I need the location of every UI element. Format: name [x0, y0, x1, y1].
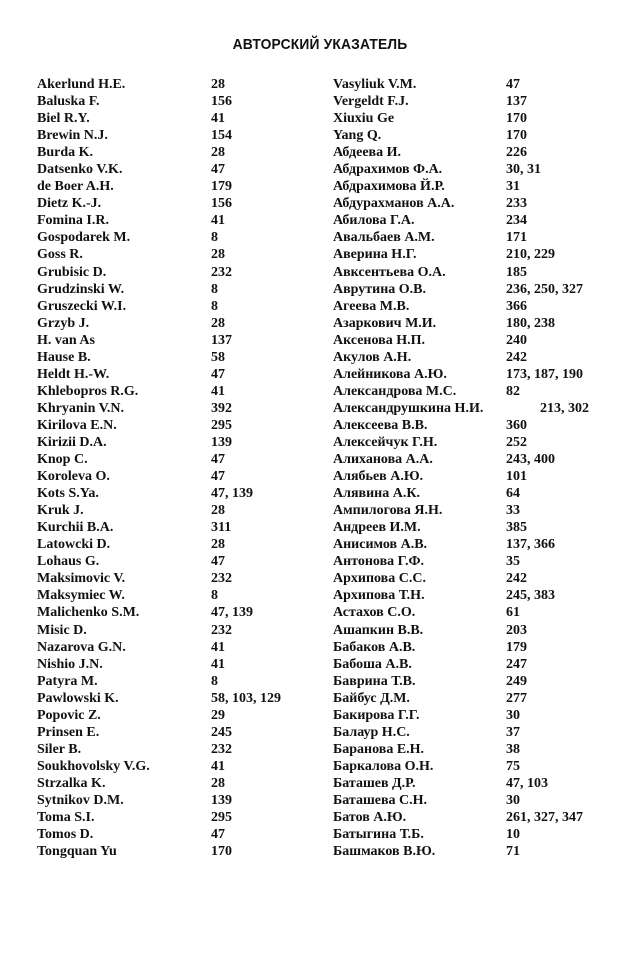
- page-numbers: 171: [506, 230, 527, 246]
- page-numbers: 28: [211, 775, 225, 791]
- index-entry: [37, 246, 327, 263]
- index-entry: [37, 792, 327, 809]
- page-numbers: 58: [211, 349, 225, 365]
- author-name: Maksymiec W.: [37, 588, 125, 604]
- page-numbers: 170: [506, 128, 527, 144]
- author-name: Vasyliuk V.M.: [333, 77, 417, 92]
- page-numbers: 61: [506, 605, 520, 621]
- page-numbers: 173, 187, 190: [506, 366, 583, 382]
- author-name: Gruszecki W.I.: [37, 298, 127, 314]
- author-name: Biel R.Y.: [37, 111, 90, 127]
- page-numbers: 139: [211, 792, 232, 808]
- index-entry: [37, 93, 327, 110]
- page-numbers: 366: [506, 298, 527, 314]
- page-numbers: 28: [211, 247, 225, 263]
- author-name: Балаур Н.С.: [333, 724, 410, 740]
- page-numbers: 232: [211, 622, 232, 638]
- index-entry: [37, 673, 327, 690]
- author-name: Hause B.: [37, 349, 91, 365]
- page-numbers: 33: [506, 503, 520, 519]
- page-numbers: 29: [211, 707, 225, 723]
- author-name: Ашапкин В.В.: [333, 622, 424, 638]
- page-numbers: 179: [211, 179, 232, 195]
- page-numbers: 234: [506, 213, 527, 229]
- author-name: Maksimovic V.: [37, 571, 126, 587]
- index-entry: [333, 349, 633, 366]
- author-name: Khryanin V.N.: [37, 400, 125, 416]
- page-numbers: 137, 366: [506, 537, 555, 553]
- page-numbers: 213, 302: [540, 400, 589, 416]
- author-name: Grubisic D.: [37, 264, 107, 280]
- page-numbers: 31: [506, 179, 520, 195]
- index-entry: [37, 468, 327, 485]
- index-entry: [37, 502, 327, 519]
- author-name: Архипова С.С.: [333, 571, 426, 587]
- author-name: Архипова Т.Н.: [333, 588, 425, 604]
- page-numbers: 35: [506, 554, 520, 570]
- author-name: Koroleva O.: [37, 469, 110, 485]
- page-numbers: 47: [211, 162, 225, 178]
- index-entry: [333, 332, 633, 349]
- author-name: Баранова Е.Н.: [333, 741, 425, 757]
- page-numbers: 236, 250, 327: [506, 281, 583, 297]
- page-numbers: 295: [211, 417, 232, 433]
- author-name: Xiuxiu Ge: [333, 111, 395, 127]
- author-name: Kurchii B.A.: [37, 520, 114, 536]
- page-numbers: 311: [211, 520, 232, 536]
- page-numbers: 295: [211, 810, 232, 826]
- page-numbers: 41: [211, 758, 225, 774]
- index-entry: [333, 195, 633, 212]
- author-name: Knop C.: [37, 452, 88, 468]
- author-name: Аверина Н.Г.: [333, 247, 417, 263]
- author-name: Dietz K.-J.: [37, 196, 102, 212]
- author-name: Бакирова Г.Г.: [333, 707, 420, 723]
- author-name: Yang Q.: [333, 128, 382, 144]
- index-entry: [333, 246, 633, 263]
- page-numbers: 179: [506, 639, 527, 655]
- page-numbers: 64: [506, 486, 520, 502]
- index-entry: [37, 826, 327, 843]
- index-entry: [37, 485, 327, 502]
- page-numbers: 47: [211, 366, 225, 382]
- page-numbers: 245: [211, 724, 232, 740]
- page-numbers: 41: [211, 213, 225, 229]
- page-numbers: 10: [506, 827, 520, 843]
- page-numbers: 156: [211, 196, 232, 212]
- author-name: Patyra M.: [37, 673, 98, 689]
- index-entry: [333, 315, 633, 332]
- author-name: Khlebopros R.G.: [37, 383, 139, 399]
- author-name: Алябьев А.Ю.: [333, 469, 424, 485]
- index-entry: [37, 400, 327, 417]
- index-entry: [333, 76, 633, 93]
- index-entry: [333, 212, 633, 229]
- index-entry: [333, 161, 633, 178]
- author-name: Абдрахимова Й.Р.: [333, 179, 445, 195]
- author-name: Fomina I.R.: [37, 213, 109, 229]
- page-numbers: 75: [506, 758, 520, 774]
- index-entry: [333, 417, 633, 434]
- author-name: Авальбаев А.М.: [333, 230, 435, 246]
- author-name: Prinsen E.: [37, 724, 100, 740]
- index-entry: [37, 639, 327, 656]
- page-numbers: 47: [211, 554, 225, 570]
- author-name: Азаркович М.И.: [333, 315, 437, 331]
- index-entry: [37, 110, 327, 127]
- author-name: Баташев Д.Р.: [333, 775, 416, 791]
- page-numbers: 261, 327, 347: [506, 810, 583, 826]
- index-entry: [333, 639, 633, 656]
- page-numbers: 8: [211, 588, 218, 604]
- author-name: Siler B.: [37, 741, 82, 757]
- author-name: Toma S.I.: [37, 810, 95, 826]
- index-entry: [37, 536, 327, 553]
- author-name: Акулов А.Н.: [333, 349, 412, 365]
- page-numbers: 47, 103: [506, 775, 548, 791]
- index-entry: [333, 298, 633, 315]
- page-numbers: 170: [211, 844, 232, 860]
- author-name: Алейникова А.Ю.: [333, 366, 447, 382]
- page-numbers: 82: [506, 383, 520, 399]
- author-name: Ампилогова Я.Н.: [333, 503, 443, 519]
- author-name: Sytnikov D.M.: [37, 792, 124, 808]
- index-entry: [333, 826, 633, 843]
- author-name: Kirilova E.N.: [37, 417, 117, 433]
- index-entry: [333, 775, 633, 792]
- page-numbers: 30: [506, 792, 520, 808]
- page-numbers: 242: [506, 571, 527, 587]
- index-entry: [333, 724, 633, 741]
- author-name: Абилова Г.А.: [333, 213, 415, 229]
- index-entry: [37, 349, 327, 366]
- author-name: Burda K.: [37, 145, 94, 161]
- author-name: Антонова Г.Ф.: [333, 554, 424, 570]
- author-name: Kruk J.: [37, 503, 84, 519]
- page-numbers: 41: [211, 639, 225, 655]
- index-entry: [37, 332, 327, 349]
- page-numbers: 41: [211, 383, 225, 399]
- author-name: Brewin N.J.: [37, 128, 108, 144]
- author-name: Vergeldt F.J.: [333, 94, 409, 110]
- index-entry: [37, 178, 327, 195]
- author-name: Goss R.: [37, 247, 83, 263]
- index-entry: [333, 144, 633, 161]
- index-entry: [333, 758, 633, 775]
- author-name: Абдеева И.: [333, 145, 402, 161]
- page-numbers: 71: [506, 844, 520, 860]
- page-numbers: 203: [506, 622, 527, 638]
- index-entry: [37, 519, 327, 536]
- author-name: Misic D.: [37, 622, 87, 638]
- index-entry: [37, 76, 327, 93]
- index-entry: [37, 775, 327, 792]
- page-numbers: 154: [211, 128, 232, 144]
- index-entry: [333, 127, 633, 144]
- page-numbers: 232: [211, 741, 232, 757]
- page-numbers: 252: [506, 434, 527, 450]
- page-numbers: 277: [506, 690, 527, 706]
- author-name: Gospodarek M.: [37, 230, 131, 246]
- index-entry: [37, 434, 327, 451]
- author-name: Popovic Z.: [37, 707, 101, 723]
- index-entry: [333, 400, 633, 417]
- page-numbers: 8: [211, 281, 218, 297]
- index-entry: [333, 570, 633, 587]
- page-numbers: 243, 400: [506, 452, 555, 468]
- author-name: Алексеева В.В.: [333, 417, 428, 433]
- index-entry: [333, 434, 633, 451]
- page-numbers: 137: [506, 94, 527, 110]
- index-entry: [333, 622, 633, 639]
- author-name: Аксенова Н.П.: [333, 332, 425, 348]
- index-entry: [37, 264, 327, 281]
- author-name: Kirizii D.A.: [37, 434, 107, 450]
- page-numbers: 249: [506, 673, 527, 689]
- index-entry: [333, 485, 633, 502]
- index-entry: [333, 451, 633, 468]
- author-name: Баташева С.Н.: [333, 792, 428, 808]
- page-numbers: 47, 139: [211, 605, 253, 621]
- index-entry: [37, 281, 327, 298]
- page-numbers: 156: [211, 94, 232, 110]
- author-name: Kots S.Ya.: [37, 486, 99, 502]
- page-numbers: 28: [211, 145, 225, 161]
- index-entry: [333, 604, 633, 621]
- index-entry: [37, 127, 327, 144]
- index-entry: [37, 195, 327, 212]
- page-numbers: 233: [506, 196, 527, 212]
- index-entry: [333, 229, 633, 246]
- page-numbers: 226: [506, 145, 527, 161]
- author-name: Malichenko S.M.: [37, 605, 140, 621]
- page-numbers: 170: [506, 111, 527, 127]
- index-entry: [37, 587, 327, 604]
- author-name: Strzalka K.: [37, 775, 106, 791]
- page-numbers: 360: [506, 417, 527, 433]
- page-numbers: 232: [211, 571, 232, 587]
- index-entry: [37, 161, 327, 178]
- page-numbers: 210, 229: [506, 247, 555, 263]
- author-name: Анисимов А.В.: [333, 537, 428, 553]
- author-name: Nishio J.N.: [37, 656, 103, 672]
- author-name: Баркалова О.Н.: [333, 758, 434, 774]
- page-numbers: 47: [211, 469, 225, 485]
- index-entry: [37, 622, 327, 639]
- right-index-column: [333, 76, 633, 860]
- index-entry: [37, 553, 327, 570]
- author-name: Akerlund H.E.: [37, 77, 126, 92]
- index-entry: [37, 298, 327, 315]
- author-name: Александрова М.С.: [333, 383, 457, 399]
- author-name: Алявина А.К.: [333, 486, 420, 502]
- index-entry: [333, 690, 633, 707]
- author-name: Бабаков А.В.: [333, 639, 416, 655]
- author-name: Heldt H.-W.: [37, 366, 110, 382]
- author-name: Grudzinski W.: [37, 281, 125, 297]
- page-numbers: 30, 31: [506, 162, 541, 178]
- index-entry: [333, 468, 633, 485]
- page-numbers: 8: [211, 298, 218, 314]
- page-numbers: 58, 103, 129: [211, 690, 281, 706]
- author-name: Абдурахманов А.А.: [333, 196, 455, 212]
- author-name: Андреев И.М.: [333, 520, 421, 536]
- index-entry: [37, 741, 327, 758]
- index-entry: [37, 809, 327, 826]
- author-name: Башмаков В.Ю.: [333, 844, 436, 860]
- page-numbers: 8: [211, 673, 218, 689]
- index-entry: [333, 656, 633, 673]
- page-numbers: 28: [211, 315, 225, 331]
- index-entry: [333, 553, 633, 570]
- page-numbers: 28: [211, 503, 225, 519]
- author-name: Александрушкина Н.И.: [333, 400, 484, 416]
- index-entry: [333, 178, 633, 195]
- page-numbers: 8: [211, 230, 218, 246]
- author-name: Алиханова А.А.: [333, 452, 433, 468]
- page-numbers: 247: [506, 656, 527, 672]
- index-entry: [37, 758, 327, 775]
- page-numbers: 47, 139: [211, 486, 253, 502]
- page-numbers: 245, 383: [506, 588, 555, 604]
- index-entry: [37, 366, 327, 383]
- index-entry: [333, 264, 633, 281]
- author-name: Алексейчук Г.Н.: [333, 434, 438, 450]
- author-name: de Boer A.H.: [37, 179, 114, 195]
- page-numbers: 385: [506, 520, 527, 536]
- page-numbers: 180, 238: [506, 315, 555, 331]
- index-entry: [333, 809, 633, 826]
- index-entry: [37, 656, 327, 673]
- author-name: Nazarova G.N.: [37, 639, 126, 655]
- page-numbers: 392: [211, 400, 232, 416]
- author-name: Lohaus G.: [37, 554, 100, 570]
- author-name: H. van As: [37, 332, 95, 348]
- index-entry: [333, 587, 633, 604]
- index-entry: [37, 212, 327, 229]
- page-numbers: 28: [211, 77, 225, 92]
- page-numbers: 139: [211, 434, 232, 450]
- index-entry: [37, 315, 327, 332]
- page-title: АВТОРСКИЙ УКАЗАТЕЛЬ: [232, 36, 408, 53]
- author-name: Батыгина Т.Б.: [333, 827, 424, 843]
- index-entry: [37, 229, 327, 246]
- index-entry: [333, 741, 633, 758]
- index-entry: [333, 502, 633, 519]
- author-name: Tomos D.: [37, 827, 94, 843]
- author-name: Байбус Д.М.: [333, 690, 410, 706]
- author-name: Авксентьева О.А.: [333, 264, 446, 280]
- author-name: Агеева М.В.: [333, 298, 410, 314]
- page-numbers: 185: [506, 264, 527, 280]
- page-numbers: 242: [506, 349, 527, 365]
- index-entry: [333, 366, 633, 383]
- index-entry: [333, 383, 633, 400]
- page-numbers: 28: [211, 537, 225, 553]
- index-entry: [37, 707, 327, 724]
- index-entry: [37, 843, 327, 860]
- index-entry: [37, 690, 327, 707]
- author-name: Бабоша А.В.: [333, 656, 412, 672]
- author-name: Baluska F.: [37, 94, 100, 110]
- page-numbers: 137: [211, 332, 232, 348]
- index-entry: [333, 707, 633, 724]
- index-entry: [333, 792, 633, 809]
- page-numbers: 101: [506, 469, 527, 485]
- page-numbers: 240: [506, 332, 527, 348]
- author-name: Latowcki D.: [37, 537, 111, 553]
- author-name: Астахов С.О.: [333, 605, 416, 621]
- author-name: Grzyb J.: [37, 315, 90, 331]
- page-numbers: 38: [506, 741, 520, 757]
- page-numbers: 47: [211, 452, 225, 468]
- author-name: Datsenko V.K.: [37, 162, 123, 178]
- index-entry: [333, 281, 633, 298]
- index-entry: [333, 536, 633, 553]
- index-entry: [333, 843, 633, 860]
- index-entry: [37, 604, 327, 621]
- author-name: Soukhovolsky V.G.: [37, 758, 150, 774]
- index-entry: [37, 724, 327, 741]
- index-entry: [37, 417, 327, 434]
- author-name: Баврина Т.В.: [333, 673, 416, 689]
- page-numbers: 41: [211, 656, 225, 672]
- page-numbers: 30: [506, 707, 520, 723]
- page-numbers: 47: [506, 77, 520, 92]
- author-name: Аврутина О.В.: [333, 281, 427, 297]
- author-name: Абдрахимов Ф.А.: [333, 162, 443, 178]
- index-entry: [37, 144, 327, 161]
- page-numbers: 37: [506, 724, 520, 740]
- page-numbers: 232: [211, 264, 232, 280]
- author-name: Tongquan Yu: [37, 844, 117, 860]
- index-entry: [37, 383, 327, 400]
- index-entry: [333, 93, 633, 110]
- page-numbers: 41: [211, 111, 225, 127]
- index-entry: [333, 673, 633, 690]
- author-name: Pawlowski K.: [37, 690, 119, 706]
- page-numbers: 47: [211, 827, 225, 843]
- index-entry: [333, 519, 633, 536]
- index-entry: [37, 451, 327, 468]
- left-index-column: [37, 76, 327, 860]
- index-entry: [333, 110, 633, 127]
- index-entry: [37, 570, 327, 587]
- author-name: Батов А.Ю.: [333, 810, 407, 826]
